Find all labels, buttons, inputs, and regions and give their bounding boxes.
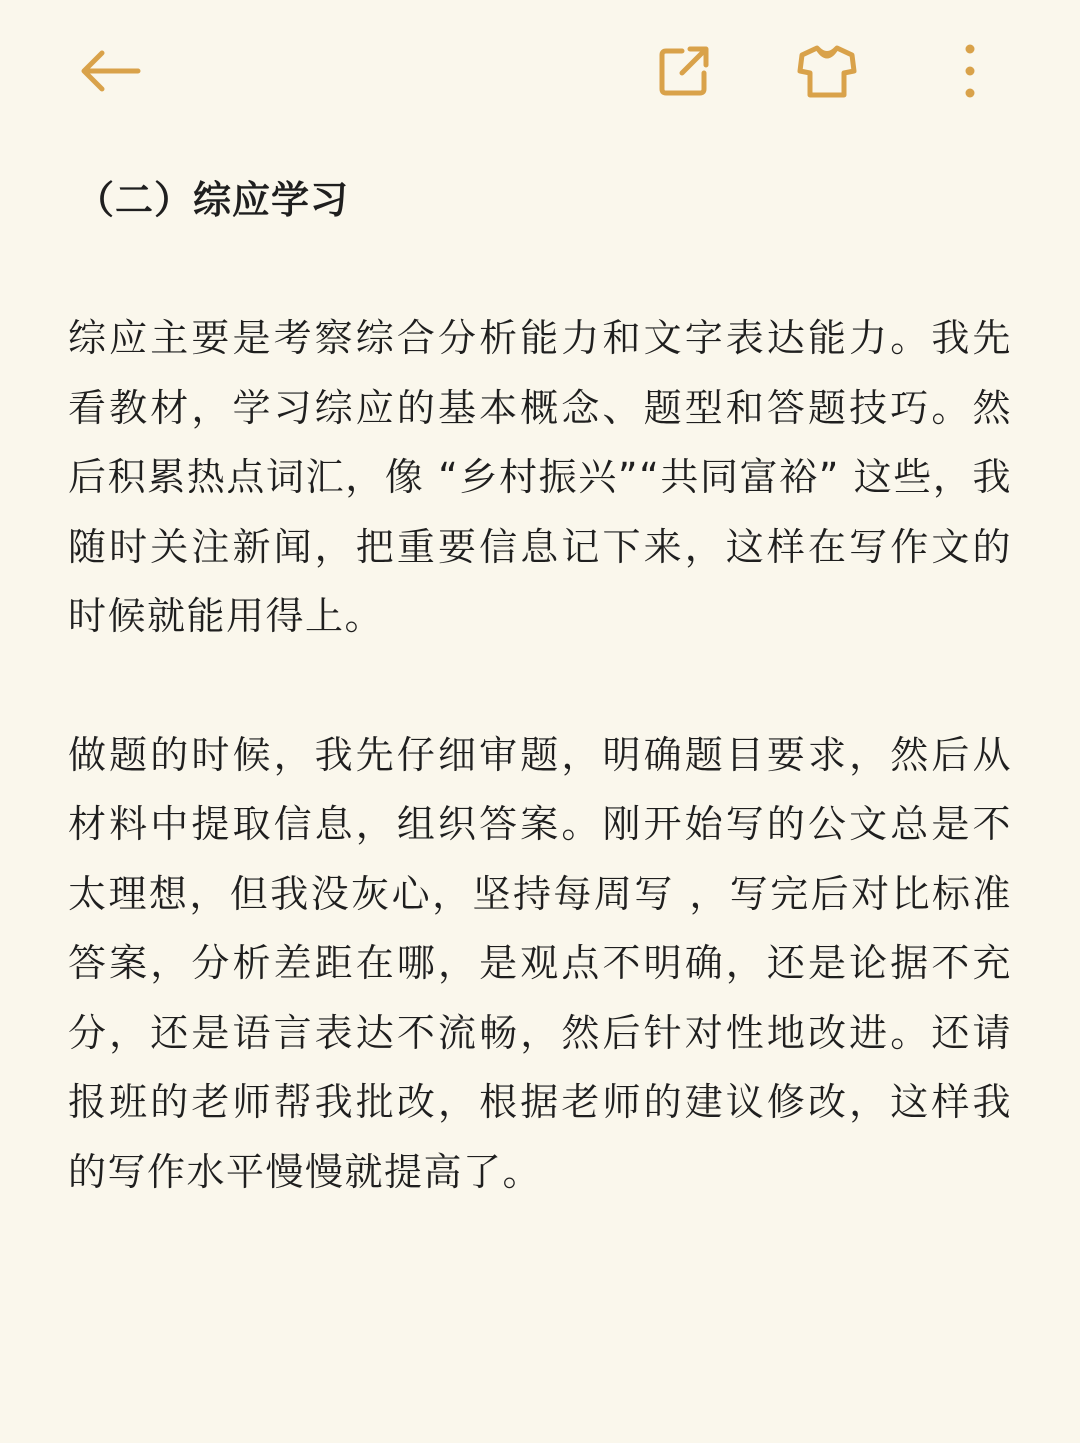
share-button[interactable] [648,38,720,104]
arrow-left-icon [78,49,142,93]
more-vertical-icon [962,43,978,99]
note-heading: （二）综应学习 [76,178,350,222]
more-button[interactable] [946,38,994,104]
theme-button[interactable] [790,38,864,104]
back-button[interactable] [68,38,152,104]
note-content [68,168,1012,1207]
top-toolbar [0,0,1080,140]
tshirt-icon [796,43,858,99]
note-paragraph: 综应主要是考察综合分析能力和文字表达能力。我先看教材，学习综应的基本概念、题型和答题技巧。然后积累热点词汇，像 “乡村振兴”“共同富裕” 这些，我随时关注新闻，把重要信息记下来，这样在写作文的时候就能用得上。 [68,316,1012,638]
share-external-icon [656,43,712,99]
note-paragraph: 做题的时候，我先仔细审题，明确题目要求，然后从材料中提取信息，组织答案。刚开始写的公文总是不太理想，但我没灰心，坚持每周写 ，写完后对比标准答案，分析差距在哪，是观点不明确，还是论据不充分，还是语言表达不流畅，然后针对性地改进。还请报班的老师帮我批改，根据老师的建议修改，这样我的写作水平慢慢就提高了。 [68,732,1012,1194]
